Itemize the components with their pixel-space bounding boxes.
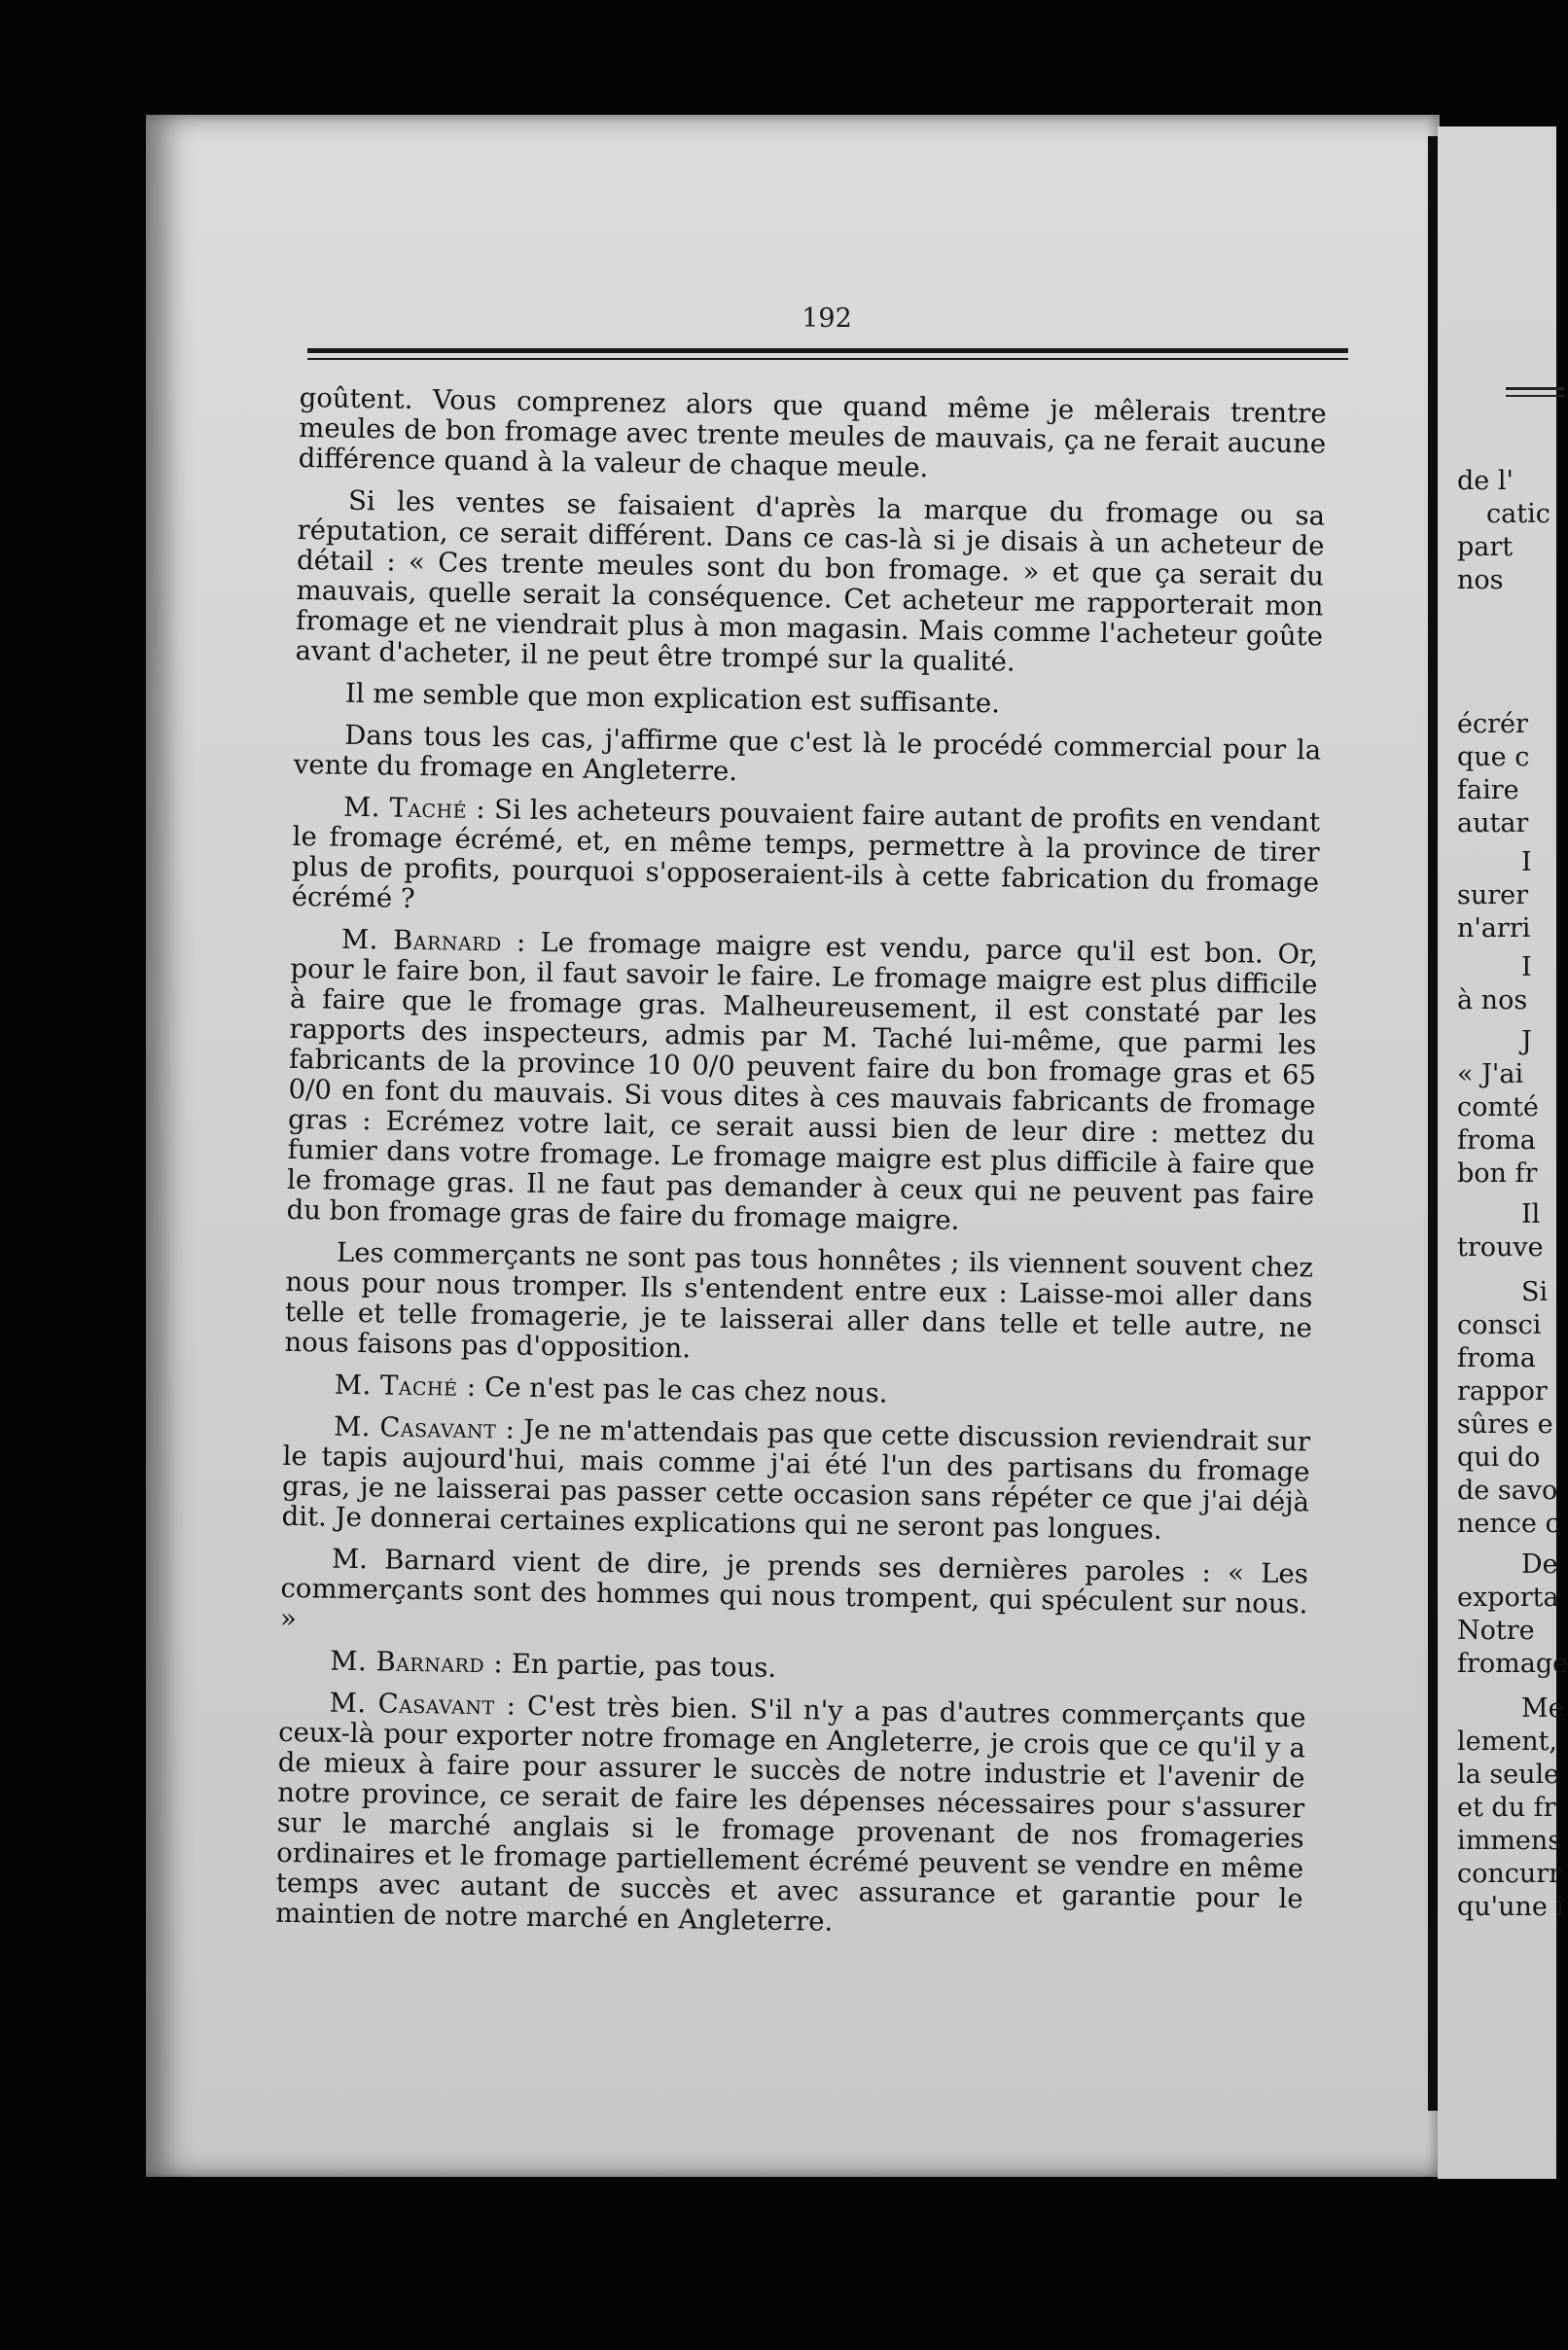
paragraph (295, 485, 1325, 683)
paragraph-text: Ce n'est pas le cas chez nous. (483, 1371, 888, 1409)
facing-page-line: bon fr (1457, 1158, 1538, 1189)
facing-page-line: part (1457, 532, 1514, 562)
facing-page-line: Si (1521, 1277, 1549, 1307)
facing-header-rule-thin (1506, 395, 1564, 397)
facing-page-line: lement, (1457, 1727, 1558, 1757)
paragraph (281, 1411, 1310, 1549)
facing-page-line: comté (1457, 1092, 1539, 1122)
page-number: 192 (802, 303, 852, 334)
speaker-name: M. Casavant : (333, 1410, 516, 1445)
facing-page-line: fromage (1457, 1649, 1568, 1679)
facing-page-line: exporta (1457, 1583, 1559, 1613)
paragraph-text: M. Barnard vient de dire, je prends ses dernières paroles : « Les commerçants sont des hommes qui nous trompent, qui spéculent sur nous. » (279, 1543, 1309, 1635)
paragraph-text: Si les acheteurs pouvaient faire autant de profits en vendant le fromage écrémé, et, en même temps, permettre à la province de tirer plus de profits, pourquoi s'opposeraient-ils à cette fabrication du fromage écrémé ? (291, 794, 1321, 914)
paragraph-text: Si les ventes se faisaient d'après la marque du fromage ou sa réputation, ce serait différent. Dans ce cas-là si je disais à un acheteur de détail : « Ces trente meules sont du bon fromage. » et que ça serait du mauvais, quelle serait la conséquence. Cet acheteur me rapporterait mon fromage et ne viendrait plus à mon magasin. Mais comme l'acheteur goûte avant d'acheter, il ne peut être trompé sur la qualité. (295, 484, 1326, 678)
header-rule-thick (307, 348, 1348, 353)
facing-page-line: Notre (1457, 1616, 1535, 1646)
paragraph (275, 1688, 1306, 1945)
facing-page-line: catic (1486, 499, 1550, 529)
facing-page-line: I (1521, 952, 1532, 982)
paragraph-text: Le fromage maigre est vendu, parce qu'il est bon. Or, pour le faire bon, il faut savoir le faire. Le fromage maigre est plus difficile à faire que le fromage gras. Malheureusement, il est constaté par les rapports des inspecteurs, admis par M. Taché lui-même, que parmi les fabricants de la province 10 0/0 peuvent faire du bon fromage gras et 65 0/0 en font du mauvais. Si vous dites à ces mauvais fabricants de fromage gras : Ecrémez votre lait, ce serait aussi bien de leur dire : mettez du fumier dans votre fromage. Le fromage maigre est plus difficile à faire que le fromage gras. Il ne faut pas demander à ceux qui ne peuvent pas faire du bon fromage gras de faire du fromage maigre. (286, 926, 1319, 1236)
paragraph-text: Dans tous les cas, j'affirme que c'est là le procédé commercial pour la vente du fromage en Angleterre. (293, 719, 1322, 788)
book-gutter (1428, 136, 1438, 2111)
facing-page-line: sûres e (1457, 1409, 1553, 1440)
speaker-name: M. Barnard : (340, 923, 527, 958)
facing-page-line: la seule (1457, 1760, 1560, 1790)
facing-page-line: froma (1457, 1343, 1536, 1373)
facing-page-line: J (1521, 1026, 1532, 1056)
facing-page-line: faire (1457, 775, 1519, 805)
facing-page-line: I (1521, 847, 1532, 877)
facing-page-line: consci (1457, 1310, 1542, 1340)
facing-page-line: de savo (1457, 1476, 1558, 1506)
paragraph (286, 924, 1318, 1242)
facing-page-line: écrér (1457, 709, 1528, 739)
paragraph-text: Il me semble que mon explication est suffisante. (344, 677, 1001, 720)
paragraph (279, 1646, 1306, 1692)
paragraph-text: En partie, pas tous. (511, 1648, 777, 1684)
facing-header-rule (1506, 387, 1564, 390)
paragraph-text: goûtent. Vous comprenez alors que quand même je mêlerais trentre meules de bon fromage avec trente meules de mauvais, ça ne ferait aucune différence quand à la valeur de chaque meule. (298, 382, 1327, 484)
facing-page-line: qu'une i (1457, 1892, 1565, 1922)
speaker-name: M. Casavant : (329, 1687, 517, 1722)
speaker-name: M. Taché : (342, 791, 486, 826)
facing-page-line: n'arri (1457, 913, 1531, 944)
facing-page-line: à nos (1457, 985, 1528, 1015)
facing-page-line: De (1521, 1549, 1558, 1580)
facing-page-line: rappor (1457, 1376, 1548, 1406)
facing-page-line: froma (1457, 1125, 1536, 1156)
facing-page-line: Me (1521, 1693, 1564, 1724)
facing-page-line: immens (1457, 1826, 1562, 1856)
paragraph (299, 383, 1327, 490)
paragraph-text: C'est très bien. S'il n'y a pas d'autres commerçants que ceux-là pour exporter notre fromage en Angleterre, je crois que ce qu'il y a de mieux à faire pour assurer le succès de notre industrie et l'avenir de notre province, ce serait de faire les dépenses nécessaires pour s'assurer sur le marché anglais si le fromage provenant de nos fromageries ordinaires et le fromage partiellement écrémé peuvent se vendre en même temps avec autant de succès et avec assurance et garantie pour le maintien de notre marché en Angleterre. (275, 1690, 1306, 1938)
body-text (275, 383, 1327, 1956)
facing-page-line: autar (1457, 808, 1529, 838)
header-rule-thin (307, 358, 1348, 360)
facing-page-line: de l' (1457, 466, 1514, 496)
facing-page-line: Il (1521, 1199, 1541, 1229)
paragraph (280, 1544, 1308, 1651)
paragraph (291, 792, 1320, 929)
facing-page-line: nos (1457, 565, 1504, 595)
facing-page-line: et du fr (1457, 1793, 1556, 1823)
speaker-name: M. Taché : (334, 1369, 477, 1403)
paragraph-text: Les commerçants ne sont pas tous honnêtes ; ils viennent souvent chez nous pour nous tromper. Ils s'entendent entre eux : Laisse-moi aller dans telle et telle fromagerie, je te laisserai aller dans telle et telle autre, ne nous faisons pas d'opposition. (284, 1236, 1314, 1365)
facing-page-line: surer (1457, 880, 1529, 910)
facing-page-line: nence c (1457, 1509, 1560, 1539)
facing-page-line: trouve (1457, 1232, 1544, 1263)
facing-page-line: que c (1457, 742, 1530, 772)
paragraph-text: Je ne m'attendais pas que cette discussion reviendrait sur le tapis aujourd'hui, mais comme j'ai été l'un des partisans du fromage gras, je ne laisserai pas passer cette occasion sans répéter ce que j'ai déjà dit. Je donnerai certaines explications qui ne seront pas longues. (281, 1413, 1311, 1547)
facing-page-line: concurr (1457, 1859, 1562, 1889)
speaker-name: M. Barnard : (330, 1645, 504, 1680)
facing-page-line: « J'ai (1457, 1059, 1524, 1089)
paragraph (284, 1237, 1313, 1374)
facing-page-line: qui do (1457, 1442, 1541, 1473)
paragraph (294, 720, 1322, 797)
paragraph (295, 678, 1322, 725)
paragraph (284, 1370, 1311, 1416)
